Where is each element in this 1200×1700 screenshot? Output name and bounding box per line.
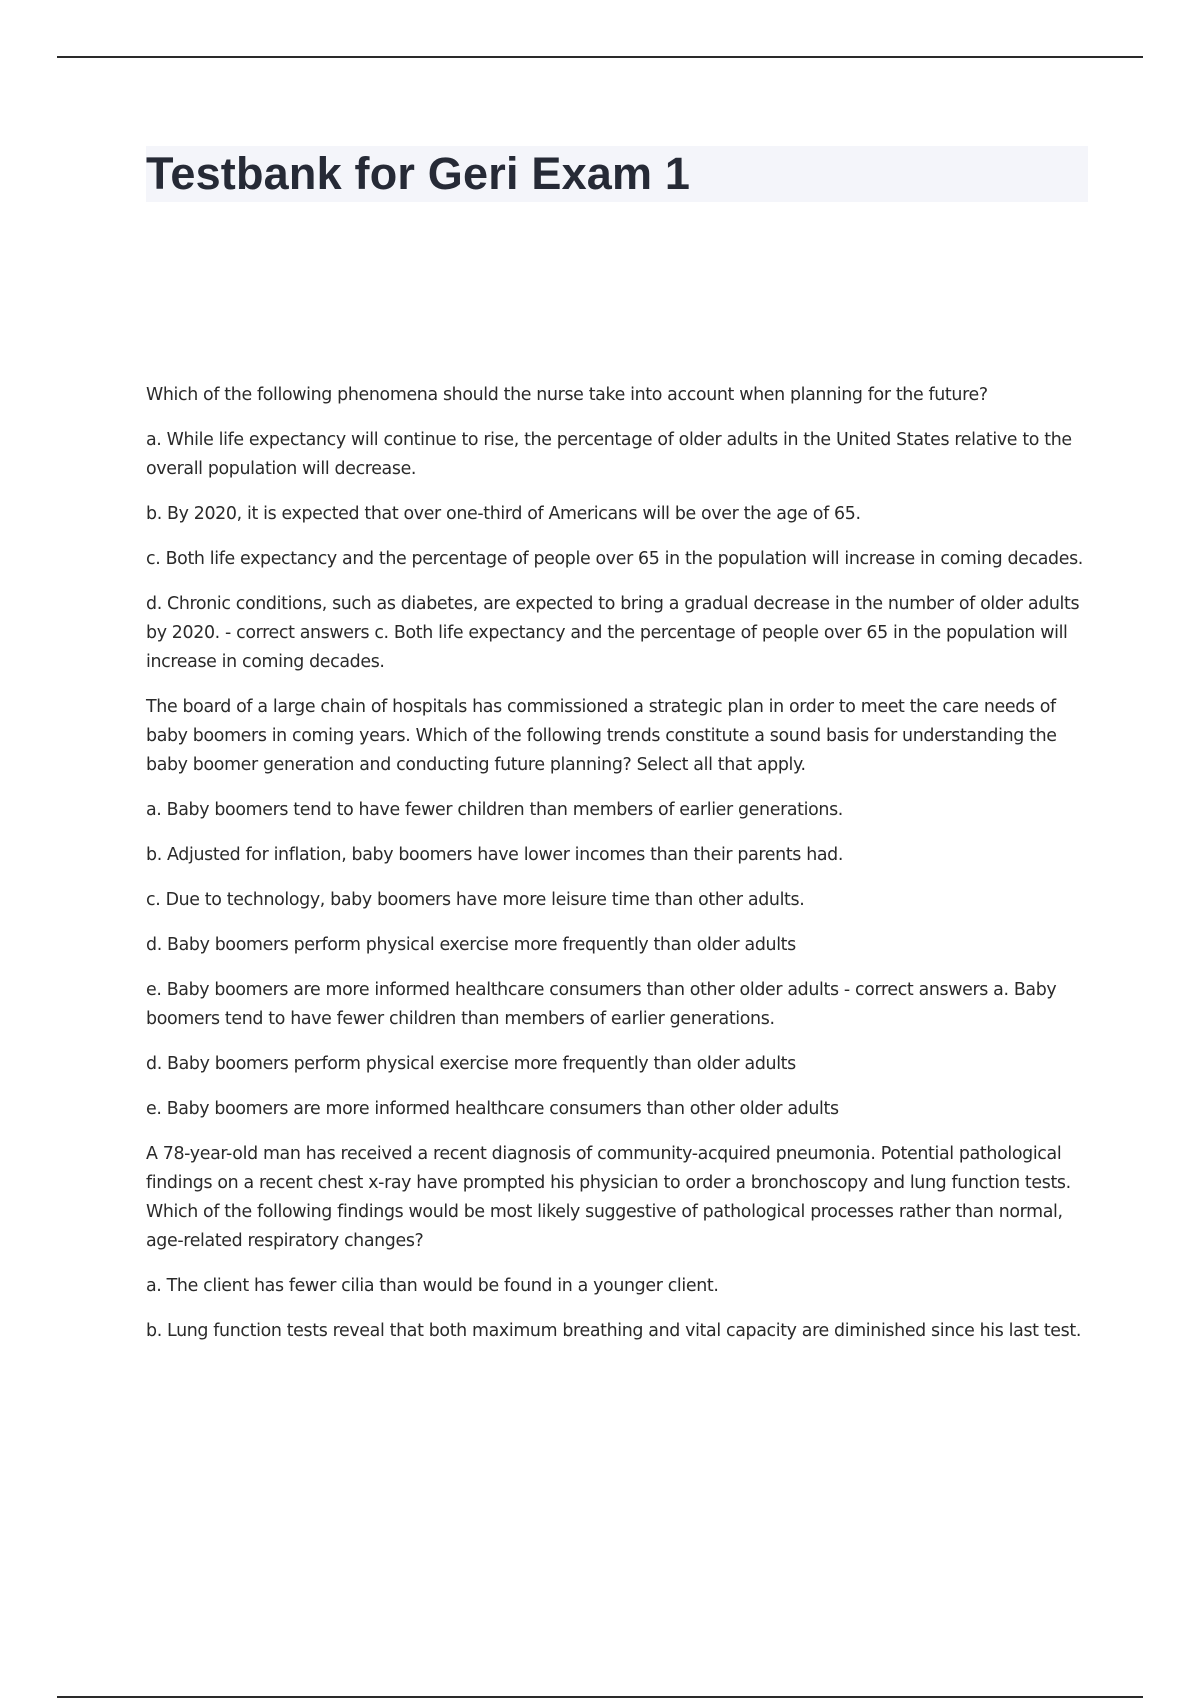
question-2-answer-d: d. Baby boomers perform physical exercise more frequently than older adults	[146, 1054, 796, 1074]
question-2-option-b: b. Adjusted for inflation, baby boomers have lower incomes than their parents had.	[146, 845, 844, 865]
top-rule	[57, 56, 1143, 58]
document-title: Testbank for Geri Exam 1	[146, 148, 691, 199]
question-2-answer-e: e. Baby boomers are more informed healthcare consumers than other older adults	[146, 1099, 839, 1119]
question-3-stem: A 78-year-old man has received a recent diagnosis of community-acquired pneumonia. Potential pathological findings on a recent chest x-ray have prompted his physician to order a bronchoscopy and lung function tests. Which of the following findings would be most likely suggestive of pathological processes rather than normal, age-related respiratory changes?	[146, 1144, 1071, 1251]
question-1-option-a: a. While life expectancy will continue to rise, the percentage of older adults in the United States relative to the overall population will decrease.	[146, 430, 1072, 479]
question-2-option-e-answer: e. Baby boomers are more informed healthcare consumers than other older adults - correct answers a. Baby boomers tend to have fewer children than members of earlier generations.	[146, 980, 1057, 1029]
question-2-option-c: c. Due to technology, baby boomers have more leisure time than other adults.	[146, 890, 805, 910]
bottom-rule	[57, 1696, 1143, 1698]
question-2-stem: The board of a large chain of hospitals has commissioned a strategic plan in order to meet the care needs of baby boomers in coming years. Which of the following trends constitute a sound basis for understanding the baby boomer generation and conducting future planning? Select all that apply.	[146, 697, 1057, 775]
document-body	[146, 381, 1092, 1362]
question-2-option-a: a. Baby boomers tend to have fewer children than members of earlier generations.	[146, 800, 843, 820]
question-1-option-d-answer: d. Chronic conditions, such as diabetes, are expected to bring a gradual decrease in the number of older adults by 2020. - correct answers c. Both life expectancy and the percentage of people over 65 in the population will increase in coming decades.	[146, 594, 1080, 672]
question-1-option-c: c. Both life expectancy and the percentage of people over 65 in the population will increase in coming decades.	[146, 549, 1083, 569]
question-3-option-b: b. Lung function tests reveal that both maximum breathing and vital capacity are diminished since his last test.	[146, 1321, 1081, 1341]
question-3-option-a: a. The client has fewer cilia than would be found in a younger client.	[146, 1276, 719, 1296]
question-1-stem: Which of the following phenomena should the nurse take into account when planning for the future?	[146, 385, 988, 405]
question-1-option-b: b. By 2020, it is expected that over one-third of Americans will be over the age of 65.	[146, 504, 861, 524]
question-2-option-d: d. Baby boomers perform physical exercise more frequently than older adults	[146, 935, 796, 955]
